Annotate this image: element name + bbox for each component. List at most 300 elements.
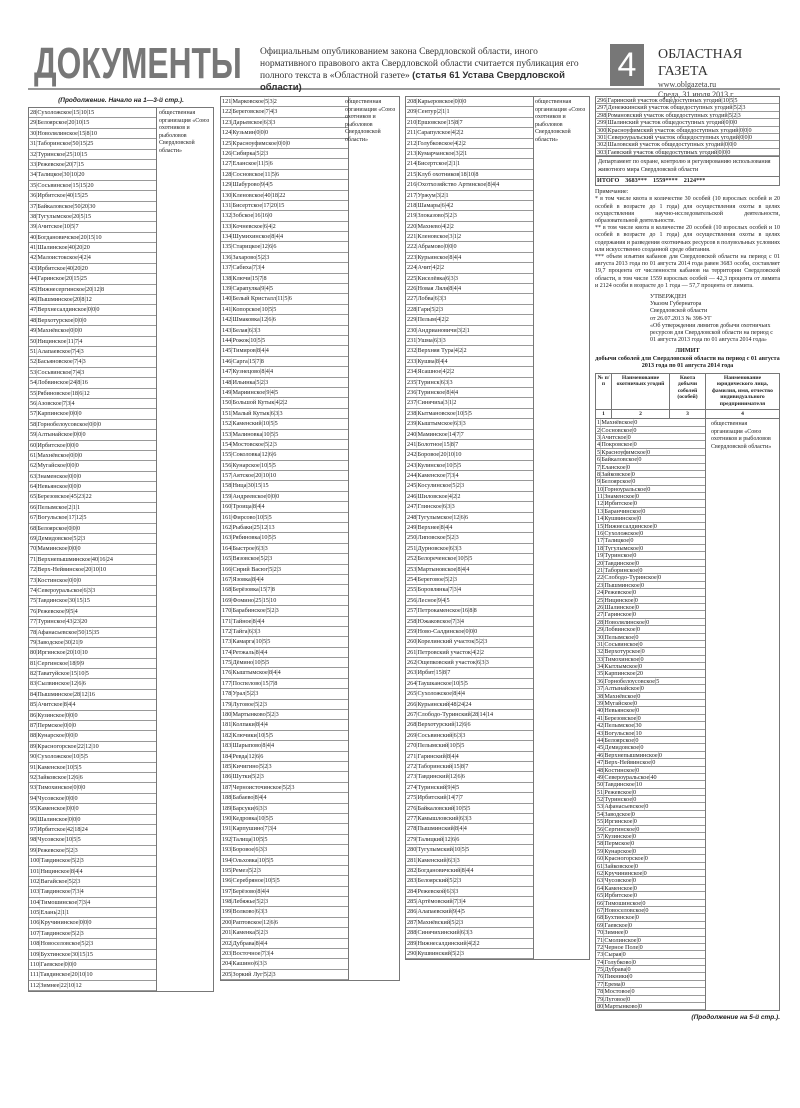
table-row: 258|Южаковское|7|3|4: [406, 617, 533, 627]
table-row: 217|Уржум|3|2|1: [406, 191, 533, 201]
table-row: 32|Верхотурское|0: [596, 648, 705, 655]
table-row: 80|Мартынково|0: [596, 1003, 705, 1010]
table-row: 56|Азовское|7|3|4: [29, 399, 156, 409]
table-row: 167|Язовка|8|4|4: [221, 575, 348, 585]
col-header: Наименование охотничьих угодий: [612, 374, 670, 409]
table-row: 94|Чусовское|0|0|0: [29, 794, 156, 804]
table-row: 109|Бухтинское|30|15|15: [29, 950, 156, 960]
table-row: 55|Иргинское|0: [596, 818, 705, 825]
quota-table-2: [220, 96, 400, 981]
table-row: 267|Слободо-Туринский|28|14|14: [406, 710, 533, 720]
table-row: 44|Белоярское|0: [596, 737, 705, 744]
table-row: 43|Ирбитское|40|20|20: [29, 264, 156, 274]
table-row: 46|Верхнепышминское|0: [596, 752, 705, 759]
table-row: 226|Новая Ляля|8|4|4: [406, 284, 533, 294]
table-row: 160|Троица|8|4|4: [221, 502, 348, 512]
table-row: 278|Пышминский|8|4|4: [406, 824, 533, 834]
table-row: 13|Баранчинское|0: [596, 508, 705, 515]
table-row: 4|Покровское|0: [596, 441, 705, 448]
table-row: 254|Береговое|5|2|3: [406, 575, 533, 585]
table-row: 26|Шалинское|0: [596, 604, 705, 611]
table-row: 231|Ушма|6|3|3: [406, 336, 533, 346]
table-row: 62|Мугайское|0|0|0: [29, 461, 156, 471]
table-row: 45|Демидовское|0: [596, 744, 705, 751]
table-row: 224|Ачит|4|2|2: [406, 263, 533, 273]
table-row: 95|Каменское|0|0|0: [29, 804, 156, 814]
table-row: 79|Заводское|30|21|9: [29, 638, 156, 648]
table-row: 257|Петрокаменское|16|8|8: [406, 606, 533, 616]
table-row: 51|Режевское|0: [596, 789, 705, 796]
table-row: 90|Сухоложское|10|5|5: [29, 752, 156, 762]
table-row: 65|Березовское|45|23|22: [29, 492, 156, 502]
table-row: 40|Богдановичское|20|15|10: [29, 233, 156, 243]
table-row: 35|Сосьвинское|15|15|20: [29, 181, 156, 191]
table-row: 173|Камарга|10|5|5: [221, 637, 348, 647]
table-row: 57|Кузинское|0: [596, 833, 705, 840]
table-row: 187|Черноисточинское|5|2|3: [221, 783, 348, 793]
table-row: 154|Мостовское|5|2|3: [221, 440, 348, 450]
table-row: 24|Режевское|0: [596, 589, 705, 596]
table-row: 67|Вогульское|17|12|5: [29, 513, 156, 523]
table-row: 76|Пикники|0: [596, 973, 705, 980]
table-row: 189|Барсуки|6|3|3: [221, 804, 348, 814]
table-row: 198|Лебяжье|5|2|3: [221, 897, 348, 907]
table-row: 185|Кичигино|5|2|3: [221, 762, 348, 772]
table-row: 73|Сырая|0: [596, 951, 705, 958]
table-row: 3|Ачитское|0: [596, 434, 705, 441]
table-row: 53|Сосьвинское|7|4|3: [29, 368, 156, 378]
table-row: 290|Кушвинский|5|2|3: [406, 949, 533, 959]
table-row: 204|Кашино|6|3|3: [221, 959, 348, 969]
table-row: 99|Режевское|5|2|3: [29, 846, 156, 856]
table-row: 145|Тимиров|8|4|4: [221, 346, 348, 356]
table-row: 85|Ачитское|8|4|4: [29, 700, 156, 710]
table-row: 241|Болотное|15|8|7: [406, 440, 533, 450]
table-row: 282|Богдановичский|8|4|4: [406, 866, 533, 876]
column-2: [220, 96, 400, 981]
lead-text: Официальным опубликованием закона Свердловской области, иного нормативного правового акта Свердловской области считается публикация его полного текста в «Областной газете»: [260, 47, 579, 81]
table-row: 31|Таборинское|50|15|25: [29, 139, 156, 149]
table-row: 54|Заводское|0: [596, 811, 705, 818]
table-row: 81|Сергинское|18|9|9: [29, 659, 156, 669]
table-row: 223|Курьинское|8|4|4: [406, 253, 533, 263]
table-row: 35|Карпинское|20: [596, 670, 705, 677]
table-row: 76|Режевское|9|5|4: [29, 607, 156, 617]
table-row: 222|Абрамово|0|0|0: [406, 242, 533, 252]
table-row: 169|Фомино|25|15|10: [221, 596, 348, 606]
table-row: 91|Каменское|10|5|5: [29, 763, 156, 773]
table-row: 66|Тимошинское|0: [596, 900, 705, 907]
organization: общественная организация «Союз охотников и рыболовов Свердловской области»: [345, 99, 396, 143]
table-row: 220|Махнево|4|2|2: [406, 222, 533, 232]
table-row: 37|Байкаловское|50|20|30: [29, 202, 156, 212]
limit-table: [595, 419, 780, 1011]
table-row: 165|Вязовское|5|2|3: [221, 554, 348, 564]
column-3: [405, 96, 590, 960]
paper-title: ОБЛАСТНАЯ ГАЗЕТА: [658, 47, 743, 79]
table-row: 36|Ирбитское|40|15|25: [29, 191, 156, 201]
quota-table-3: [405, 96, 590, 960]
table-row: 215|Клуб охотников|18|10|8: [406, 170, 533, 180]
table-row: 188|Бабаево|8|4|4: [221, 793, 348, 803]
table-row: 57|Карпинское|0|0|0: [29, 409, 156, 419]
table-row: 274|Туринский|9|4|5: [406, 783, 533, 793]
table-row: 280|Тугулымский|10|5|5: [406, 845, 533, 855]
table-row: 111|Тавдинское|20|10|10: [29, 970, 156, 980]
table-row: 78|Мостовое|0: [596, 988, 705, 995]
table-row: 79|Луговое|0: [596, 996, 705, 1003]
table-row: 72|Верх-Нейвинское|20|10|10: [29, 565, 156, 575]
column-1: [28, 96, 214, 992]
table-row: 64|Невьянское|0|0|0: [29, 482, 156, 492]
table-row: 183|Шарыпово|8|4|4: [221, 741, 348, 751]
table-row: 191|Карпушино|7|3|4: [221, 824, 348, 834]
table-row: 196|Серебряное|10|5|5: [221, 876, 348, 886]
notes: [595, 189, 780, 290]
table-row: 45|Нижнесергинское|20|12|8: [29, 285, 156, 295]
table-row: 29|Белоярское|20|10|15: [29, 118, 156, 128]
table-row: 299|Шалинский участок общедоступных угодий|0|0|0: [596, 119, 779, 126]
table-row: 14|Кушвинское|0: [596, 515, 705, 522]
table-row: 42|Пелымское|30: [596, 722, 705, 729]
table-row: 1|Махнёвское|0: [596, 419, 705, 426]
table-row: 177|Поспелово|15|7|8: [221, 679, 348, 689]
table-row: 123|Дарьевское|6|3|3: [221, 118, 348, 128]
table-row: 108|Новоселовское|5|2|3: [29, 939, 156, 949]
table-row: 34|Талицкое|30|10|20: [29, 170, 156, 180]
table-row: 65|Ирбитское|0: [596, 892, 705, 899]
table-row: 92|Зайковское|12|6|6: [29, 773, 156, 783]
table-row: 205|Зоркий Луг|5|2|3: [221, 970, 348, 980]
table-row: 264|Таушканское|10|5|5: [406, 679, 533, 689]
table-row: 122|Береговское|7|4|3: [221, 107, 348, 117]
table-row: 2|Сосновское|0: [596, 427, 705, 434]
table-row: 252|Белореченское|10|5|5: [406, 554, 533, 564]
table-row: 178|Урал|5|2|3: [221, 689, 348, 699]
table-row: 270|Пелымский|10|5|5: [406, 741, 533, 751]
table-row: 96|Шалинское|0|0|0: [29, 815, 156, 825]
table-row: 233|Кушва|8|4|4: [406, 357, 533, 367]
masthead: [658, 46, 780, 100]
table-row: 60|Красногорское|0: [596, 855, 705, 862]
table-row: 69|Гаевское|0: [596, 922, 705, 929]
table-row: 10|Горноуральское|0: [596, 486, 705, 493]
table-row: 88|Кунарское|0|0|0: [29, 731, 156, 741]
table-row: 43|Вогульское|10: [596, 730, 705, 737]
table-row: 261|Петровский участок|4|2|2: [406, 648, 533, 658]
table-row: 15|Нижнесалдинское|0: [596, 523, 705, 530]
table-row: 48|Костинское|0: [596, 767, 705, 774]
col-header: Наименование юридического лица, фамилия, имя, отчество индивидуального предпринимателя: [712, 374, 773, 407]
table-row: 52|Басьяновское|7|4|3: [29, 357, 156, 367]
table-rows: [596, 97, 779, 156]
table-row: 61|Махнёвское|0|0|0: [29, 451, 156, 461]
table-row: 53|Афанасьевское|0: [596, 803, 705, 810]
table-row: 266|Курьинский|48|24|24: [406, 700, 533, 710]
table-row: 157|Аятское|20|10|10: [221, 471, 348, 481]
table-row: 83|Сылвинское|12|6|6: [29, 679, 156, 689]
table-row: 269|Сосьвинский|6|3|3: [406, 731, 533, 741]
table-row: 193|Боровое|6|3|3: [221, 845, 348, 855]
table-row: 303|Гаевский участок общедоступных угодий|0|0|0: [596, 149, 779, 156]
table-row: 30|Новолялинское|15|8|10: [29, 129, 156, 139]
table-row: 148|Ильинка|5|2|3: [221, 378, 348, 388]
table-row: 7|Еланское|0: [596, 464, 705, 471]
table-row: 86|Кузинское|0|0|0: [29, 711, 156, 721]
table-row: 246|Шиловское|4|2|2: [406, 492, 533, 502]
table-row: 162|Рыбаки|25|12|13: [221, 523, 348, 533]
table-row: 63|Знаменское|0|0|0: [29, 472, 156, 482]
approval-line: Свердловской области: [650, 308, 708, 315]
table-row: 71|Верхнепышминское|40|16|24: [29, 555, 156, 565]
table-row: 141|Копорское|10|5|5: [221, 305, 348, 315]
table-row: 130|Кленовское|40|18|22: [221, 191, 348, 201]
table-row: 208|Карьеровское|0|0|0: [406, 97, 533, 107]
table-row: 289|Нижнесалдинский|4|2|2: [406, 939, 533, 949]
table-row: 218|Шамары|6|4|2: [406, 201, 533, 211]
table-row: 18|Тугулымское|0: [596, 545, 705, 552]
table-row: 80|Иргинское|20|10|10: [29, 648, 156, 658]
table-row: 227|Лобва|6|3|3: [406, 294, 533, 304]
table-row: 192|Талица|10|5|5: [221, 835, 348, 845]
table-row: 39|Ачитское|10|5|7: [29, 222, 156, 232]
organization: общественная организация «Союз охотников и рыболовов Свердловской области»: [159, 110, 210, 154]
table-row: 69|Демидовское|5|2|3: [29, 534, 156, 544]
table-row: 103|Тавдинское|7|3|4: [29, 887, 156, 897]
paper-url[interactable]: www.oblgazeta.ru: [658, 80, 717, 89]
table-row: 229|Пелым|4|2|2: [406, 315, 533, 325]
table-row: 36|Горнобелоусовское|5: [596, 678, 705, 685]
table-row: 171|Тайное|8|4|4: [221, 617, 348, 627]
table-row: 174|Ретжаль|8|4|4: [221, 648, 348, 658]
table-row: 64|Каменское|0: [596, 885, 705, 892]
table-row: 67|Новоселовское|0: [596, 907, 705, 914]
table-row: 144|Рожок|10|5|5: [221, 336, 348, 346]
table-row: 98|Чусовское|10|5|5: [29, 835, 156, 845]
table-row: 170|Барабинское|5|2|3: [221, 606, 348, 616]
table-row: 28|Новолялинское|0: [596, 619, 705, 626]
lead-bold: (статья 61 Устава Свердловской области): [260, 70, 565, 93]
table-row: 186|Шутки|5|2|3: [221, 772, 348, 782]
table-row: 61|Зайковское|0: [596, 863, 705, 870]
table-row: 77|Туринское|43|23|20: [29, 617, 156, 627]
table-row: 48|Верхотурское|0|0|0: [29, 316, 156, 326]
table-row: 176|Кыштымское|8|4|4: [221, 668, 348, 678]
table-row: 82|Таватуйское|15|10|5: [29, 669, 156, 679]
table-row: 41|Шалинское|40|20|20: [29, 243, 156, 253]
continued-from: (Продолжение. Начало на 1—3-й стр.).: [58, 97, 184, 104]
table-row: 47|Верхнесалдинское|0|0|0: [29, 305, 156, 315]
table-row: 62|Кручининское|0: [596, 870, 705, 877]
table-row: 253|Мартыновское|8|4|4: [406, 565, 533, 575]
table-row: 161|Фирсово|10|5|5: [221, 513, 348, 523]
table-row: 244|Каменское|7|3|4: [406, 471, 533, 481]
table-row: 58|Горнобелоусовское|0|0|0: [29, 420, 156, 430]
table-row: 63|Чусовское|0: [596, 877, 705, 884]
table-row: 124|Кузьмин|0|0|0: [221, 128, 348, 138]
table-row: 33|Тимохинское|0: [596, 656, 705, 663]
table-row: 58|Пермское|0: [596, 840, 705, 847]
table-row: 163|Рябиновка|10|5|5: [221, 533, 348, 543]
total-label: ИТОГО: [597, 177, 620, 185]
page-number: 4: [610, 44, 644, 86]
table-row: 51|Алапаевское|7|4|3: [29, 347, 156, 357]
table-row: 29|Лобвинское|0: [596, 626, 705, 633]
table-row: 32|Туринское|25|10|15: [29, 150, 156, 160]
table-row: 247|Глинское|6|3|3: [406, 502, 533, 512]
table-row: 195|Ремез|5|2|3: [221, 866, 348, 876]
table-row: 210|Ершовское|15|8|7: [406, 118, 533, 128]
table-row: 20|Тавдинское|0: [596, 560, 705, 567]
table-row: 121|Марковское|5|3|2: [221, 97, 348, 107]
table-row: 214|Бисертское|2|1|1: [406, 159, 533, 169]
table-rows: [29, 108, 157, 991]
table-row: 197|Берёзово|8|4|4: [221, 887, 348, 897]
table-row: 202|Дубрава|8|4|4: [221, 939, 348, 949]
note-3: *** объем изъятия кабанов для Свердловской области на период с 01 августа 2013 года по 01 августа 2014 года равен 3683 особи, составляет 19,7 процента от численности кабанов на территории Свердловской области, в том числе 1559 взрослых особей — 42,3 процента от лимита и 2124 особи в возрасте до 1 года — 57,7 процента от лимита.: [595, 253, 780, 289]
table-row: 75|Дубрава|0: [596, 966, 705, 973]
table-row: 102|Вагайское|5|2|3: [29, 877, 156, 887]
table-row: 68|Белоярское|0|0|0: [29, 524, 156, 534]
table-row: 180|Мартынково|5|2|3: [221, 710, 348, 720]
table-row: 276|Байкаловский|10|5|5: [406, 804, 533, 814]
total-v2: 1559****: [652, 177, 678, 185]
table-row: 281|Каменский|6|3|3: [406, 856, 533, 866]
table-row: 131|Бисертское|17|20|15: [221, 201, 348, 211]
table-row: 125|Красноуфимское|0|0|0: [221, 139, 348, 149]
table-row: 27|Гаринское|0: [596, 611, 705, 618]
table-row: 70|Маминское|0|0|0: [29, 544, 156, 554]
notes-title: Примечание:: [595, 189, 629, 196]
table-row: 235|Туринск|6|3|3: [406, 378, 533, 388]
table-row: 159|Андреевское|0|0|0: [221, 492, 348, 502]
table-row: 21|Таборинское|0: [596, 567, 705, 574]
table-row: 106|Кручининское|0|0|0: [29, 918, 156, 928]
table-row: 275|Ирбитский|14|7|7: [406, 793, 533, 803]
table-row: 256|Лесное|9|4|5: [406, 596, 533, 606]
table-row: 112|Зимнее|22|10|12: [29, 981, 156, 991]
table-row: 59|Кунарское|0: [596, 848, 705, 855]
total-v1: 3683***: [625, 177, 647, 185]
table-row: 190|Кедровка|10|5|5: [221, 814, 348, 824]
table-row: 129|Шабурово|9|4|5: [221, 180, 348, 190]
table-row: 221|Кленовское|3|1|2: [406, 232, 533, 242]
approval-line: УТВЕРЖДЕН: [650, 293, 687, 300]
table-row: 201|Каменка|5|2|3: [221, 928, 348, 938]
table-row: 149|Мариинское|9|4|5: [221, 388, 348, 398]
table-row: 209|Сентур|2|1|1: [406, 107, 533, 117]
table-row: 16|Сухоложское|0: [596, 530, 705, 537]
table-row: 104|Тимошинское|7|3|4: [29, 898, 156, 908]
quota-table-1: [28, 107, 214, 992]
table-row: 219|Злоказово|5|2|3: [406, 211, 533, 221]
approval-line: Указом Губернатора: [650, 301, 702, 308]
limit-colnum-row: [595, 410, 780, 420]
table-row: 11|Знаменское|0: [596, 493, 705, 500]
table-row: 203|Восточное|7|3|4: [221, 949, 348, 959]
table-row: 242|Боровое|20|10|10: [406, 450, 533, 460]
table-row: 46|Пышминское|20|8|12: [29, 295, 156, 305]
table-row: 47|Верх-Нейвинское|0: [596, 759, 705, 766]
table-row: 273|Тавдинский|12|6|6: [406, 772, 533, 782]
table-row: 59|Алтынайское|0|0|0: [29, 430, 156, 440]
table-row: 301|Североуральский участок общедоступных угодий|0|0|0: [596, 134, 779, 141]
table-row: 259|Ново-Салдинское|0|0|0: [406, 627, 533, 637]
table-row: 240|Маминское|14|7|7: [406, 430, 533, 440]
approval-line: «Об утверждении лимитов добычи охотничьих ресурсов для Свердловской области на период с 01 августа 2013 года по 01 августа 2014 года»: [650, 322, 773, 344]
table-row: 239|Кыштымское|6|3|3: [406, 419, 533, 429]
table-row: 101|Ницинское|8|4|4: [29, 867, 156, 877]
table-row: 216|Охотхозяйство Артинское|8|4|4: [406, 180, 533, 190]
header-lead: [260, 46, 595, 94]
table-row: 302|Шаловский участок общедоступных угодий|0|0|0: [596, 141, 779, 148]
table-row: 184|Ревда|12|6|6: [221, 752, 348, 762]
table-row: 146|Сарга|15|7|8: [221, 357, 348, 367]
table-row: 236|Туринское|8|4|4: [406, 388, 533, 398]
table-row: 93|Тимохинское|0|0|0: [29, 783, 156, 793]
table-row: 75|Тавдинское|30|15|15: [29, 596, 156, 606]
table-row: 60|Ирбитское|0|0|0: [29, 441, 156, 451]
table-row: 199|Волково|6|3|3: [221, 907, 348, 917]
table-row: 142|Шмаковка|12|6|6: [221, 315, 348, 325]
col-num: 2: [612, 410, 670, 419]
table-row: 262|Ощепковский участок|6|3|3: [406, 658, 533, 668]
table-row: 277|Камышловский|6|3|3: [406, 814, 533, 824]
table-row: 49|Североуральское|40: [596, 774, 705, 781]
table-row: 272|Таборинский|15|8|7: [406, 762, 533, 772]
table-row: 249|Верхнее|8|4|4: [406, 523, 533, 533]
table-row: 100|Тавдинское|5|2|3: [29, 856, 156, 866]
table-rows: [406, 97, 534, 959]
table-row: 285|Артёмовский|7|3|4: [406, 897, 533, 907]
table-row: 234|Ясашное|4|2|2: [406, 367, 533, 377]
table-row: 279|Талицкий|12|6|6: [406, 835, 533, 845]
table-row: 38|Махнёвское|0: [596, 693, 705, 700]
table-row: 260|Корелинский участок|5|2|3: [406, 637, 533, 647]
table-row: 34|Кытлымское|0: [596, 663, 705, 670]
table-row: 138|Ключи|15|7|8: [221, 274, 348, 284]
table-row: 139|Сарапулка|9|4|5: [221, 284, 348, 294]
table-row: 286|Алапаевский|9|4|5: [406, 907, 533, 917]
organization: Департамент по охране, контролю и регулированию использования животного мира Свердловской области: [596, 156, 779, 176]
table-row: 287|Махнёвский|5|2|3: [406, 918, 533, 928]
table-row: 56|Сергинское|0: [596, 826, 705, 833]
table-row: 133|Кочневское|6|4|2: [221, 222, 348, 232]
total-v3: 2124***: [683, 177, 706, 185]
table-row: 84|Пышминское|28|12|16: [29, 690, 156, 700]
column-4: [595, 96, 780, 1021]
table-row: 143|Белая|6|3|3: [221, 326, 348, 336]
table-row: 19|Туринское|0: [596, 552, 705, 559]
table-row: 140|Белый Кристалл|11|5|6: [221, 294, 348, 304]
table-row: 31|Сосьвинское|0: [596, 641, 705, 648]
table-row: 255|Боровлянка|7|3|4: [406, 585, 533, 595]
col-header: Квота добычи соболей (особей): [670, 374, 706, 409]
table-row: 182|Ключики|10|5|5: [221, 731, 348, 741]
table-row: 17|Талицкое|0: [596, 537, 705, 544]
table-row: 175|Дёмино|10|5|5: [221, 658, 348, 668]
table-row: 54|Лобвинское|24|8|16: [29, 378, 156, 388]
table-row: 87|Пермское|0|0|0: [29, 721, 156, 731]
table-rows: [221, 97, 349, 980]
table-row: 44|Гаринское|20|15|25: [29, 274, 156, 284]
total-row: [595, 177, 780, 186]
note-1: * в том числе квота в количестве 30 особей (10 взрослых особей и 20 особей в возрасте до 1 года) для осуществления охоты в целях осуществления научно-исследовательской деятельности, образовательной деятельности.: [595, 196, 780, 224]
table-row: 39|Мугайское|0: [596, 700, 705, 707]
table-row: 78|Афанасьевское|50|15|35: [29, 628, 156, 638]
table-row: 97|Ирбитское|42|18|24: [29, 825, 156, 835]
table-row: 268|Верхотурский|12|6|6: [406, 720, 533, 730]
